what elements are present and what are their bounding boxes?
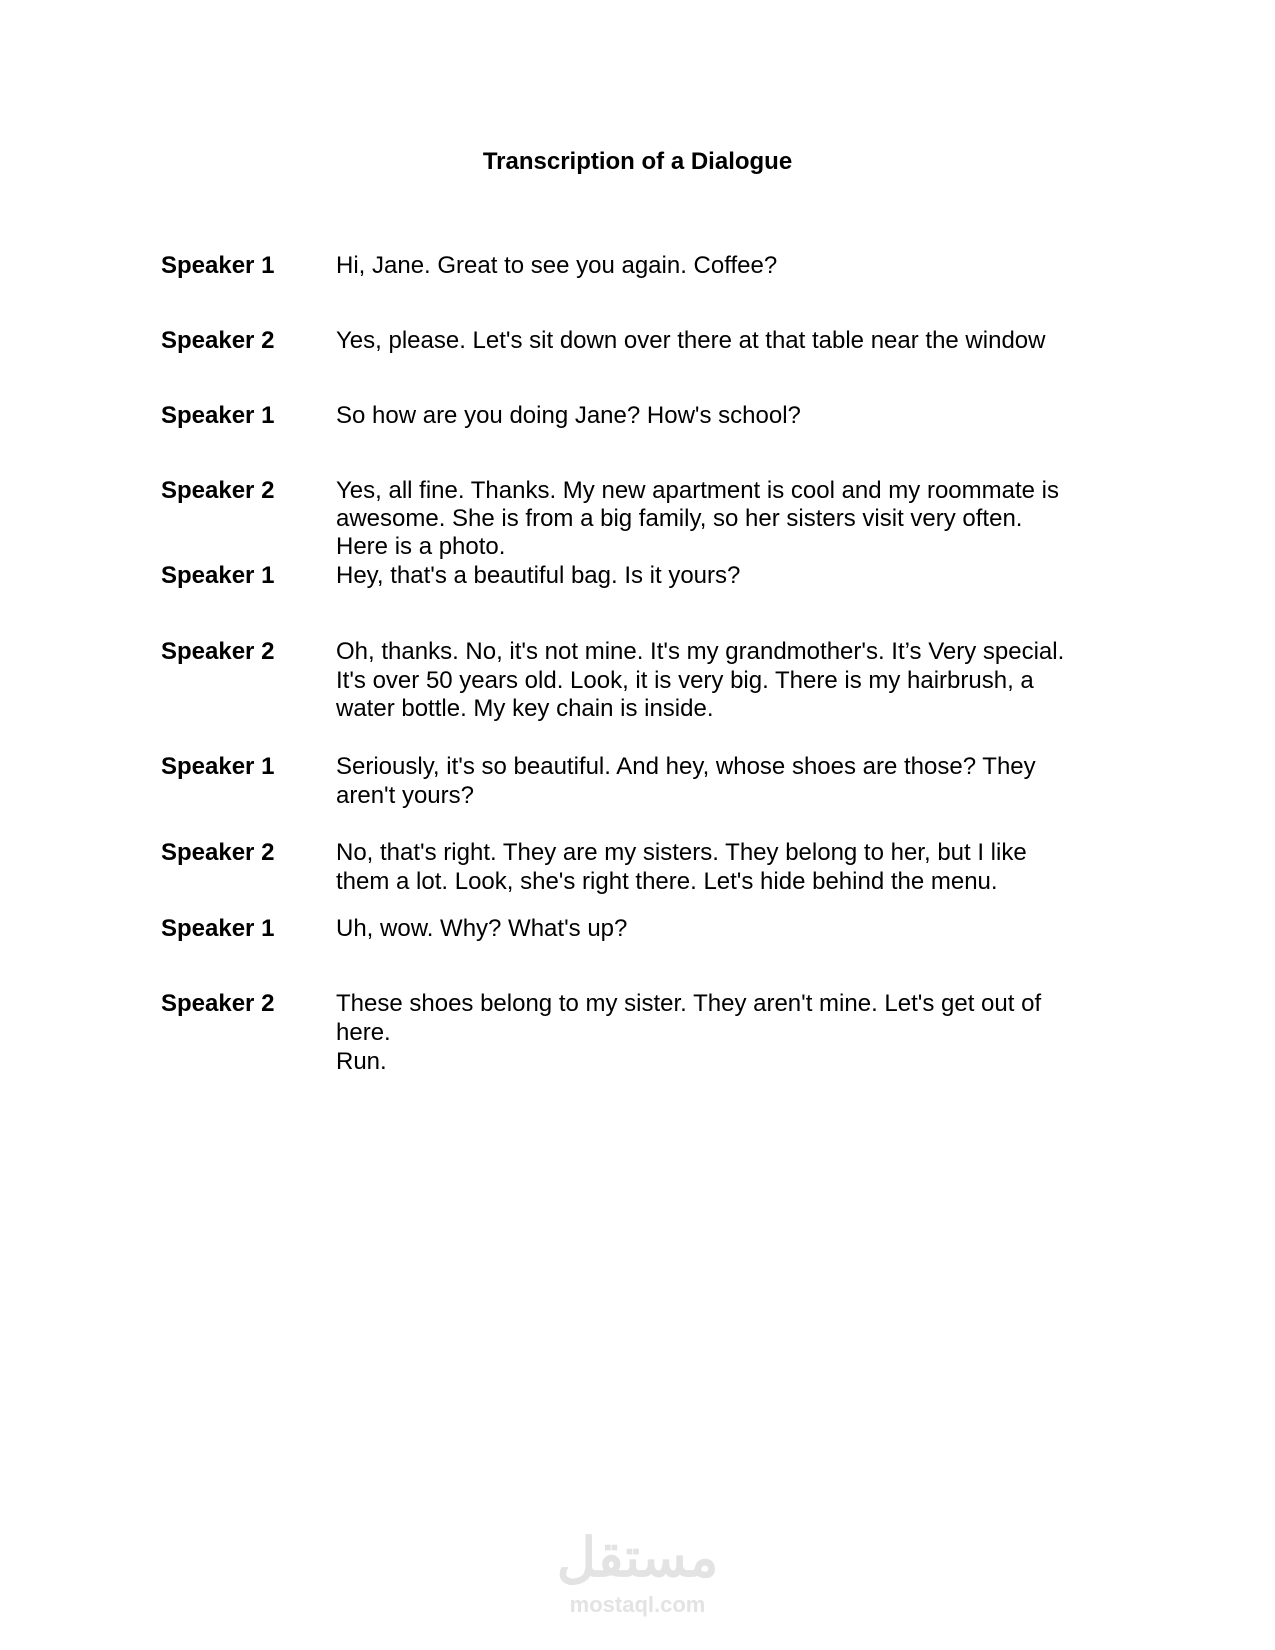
- dialogue-line: Oh, thanks. No, it's not mine. It's my grandmother's. It’s Very special.: [336, 638, 1065, 665]
- dialogue-line: No, that's right. They are my sisters. They belong to her, but I like: [336, 839, 1027, 866]
- document-title: Transcription of a Dialogue: [482, 148, 793, 175]
- watermark-url: mostaql.com: [569, 1592, 706, 1617]
- speaker-label: Speaker 1: [161, 562, 275, 589]
- dialogue-line: awesome. She is from a big family, so her sisters visit very often.: [336, 505, 1023, 532]
- dialogue-line: So how are you doing Jane? How's school?: [336, 402, 801, 429]
- dialogue-line: It's over 50 years old. Look, it is very big. There is my hairbrush, a: [336, 667, 1034, 694]
- dialogue-line: aren't yours?: [336, 782, 474, 809]
- speaker-label: Speaker 1: [161, 252, 275, 279]
- watermark-logo: مستقل: [556, 1528, 719, 1588]
- dialogue-line: Uh, wow. Why? What's up?: [336, 915, 628, 942]
- dialogue-line: Run.: [336, 1048, 387, 1075]
- dialogue-line: These shoes belong to my sister. They aren't mine. Let's get out of: [336, 990, 1042, 1017]
- dialogue-line: Yes, all fine. Thanks. My new apartment is cool and my roommate is: [336, 477, 1059, 504]
- speaker-label: Speaker 2: [161, 638, 275, 665]
- speaker-label: Speaker 2: [161, 477, 275, 504]
- dialogue-line: Yes, please. Let's sit down over there at that table near the window: [336, 327, 1046, 354]
- speaker-label: Speaker 2: [161, 327, 275, 354]
- speaker-label: Speaker 1: [161, 915, 275, 942]
- dialogue-line: Seriously, it's so beautiful. And hey, whose shoes are those? They: [336, 753, 1036, 780]
- speaker-label: Speaker 1: [161, 402, 275, 429]
- dialogue-line: Hey, that's a beautiful bag. Is it yours?: [336, 562, 741, 589]
- dialogue-line: Here is a photo.: [336, 533, 506, 560]
- dialogue-line: here.: [336, 1019, 391, 1046]
- speaker-label: Speaker 2: [161, 990, 275, 1017]
- dialogue-line: water bottle. My key chain is inside.: [336, 695, 714, 722]
- dialogue-line: them a lot. Look, she's right there. Let's hide behind the menu.: [336, 868, 998, 895]
- speaker-label: Speaker 1: [161, 753, 275, 780]
- dialogue-line: Hi, Jane. Great to see you again. Coffee?: [336, 252, 778, 279]
- speaker-label: Speaker 2: [161, 839, 275, 866]
